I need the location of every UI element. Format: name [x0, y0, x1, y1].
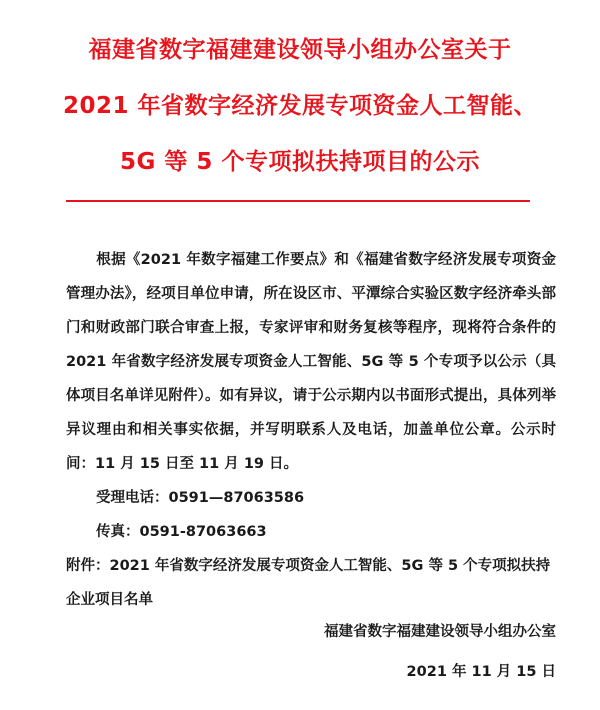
main-paragraph [66, 243, 556, 481]
title-line-3: 5G 等 5 个专项拟扶持项目的公示 [120, 149, 480, 175]
red-divider [66, 200, 530, 202]
issue-date: 2021 年 11 月 15 日 [406, 664, 556, 680]
attachment-text: 附件：2021 年省数字经济发展专项资金人工智能、5G 等 5 个专项拟扶持企业项目名单 [66, 558, 551, 608]
title-line-2: 2021 年省数字经济发展专项资金人工智能、 [62, 93, 538, 119]
issuing-office: 福建省数字福建建设领导小组办公室 [324, 624, 556, 640]
document-body [66, 243, 556, 617]
phone-line: 受理电话：0591—87063586 [96, 490, 305, 506]
signature-block [324, 612, 556, 692]
fax-line: 传真：0591-87063663 [96, 524, 267, 540]
main-paragraph-text: 根据《2021 年数字福建工作要点》和《福建省数字经济发展专项资金管理办法》，经项目单位申请，所在设区市、平潭综合实验区数字经济牵头部门和财政部门联合审查上报，专家评审和财务复核等程序，现将符合条件的 2021 年省数字经济发展专项资金人工智能、5G 等 5 个专项予以公示（具体项目名单详见附件）。如有异议，请于公示期内以书面形式提出，具体列举异议理由和相关事实依据，并写明联系人及电话，加盖单位公章。公示时间：11 月 15 日至 11 月 19 日。 [66, 252, 556, 472]
attachment-line [66, 549, 556, 617]
title-line-1: 福建省数字福建建设领导小组办公室关于 [88, 37, 512, 63]
document-title [20, 22, 580, 190]
